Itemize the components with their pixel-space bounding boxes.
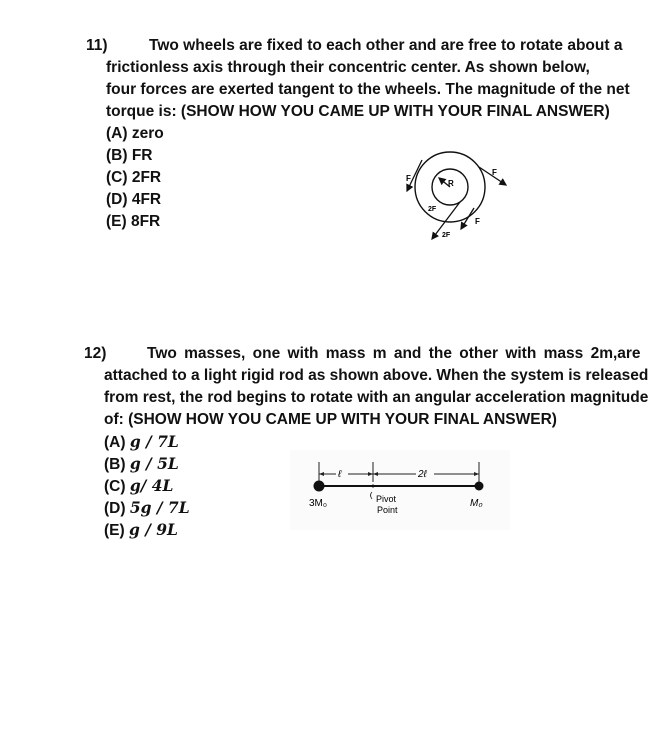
question-text-line: frictionless axis through their concentric center. As shown below, (106, 59, 590, 76)
answer-option: (D) 5g / 7L (104, 498, 190, 517)
question-text-line: Two masses, one with mass m and the other with mass 2m,are (147, 345, 641, 362)
answer-option: (A) g / 7L (104, 432, 179, 451)
force-label: F (406, 174, 411, 183)
length-label-left: ℓ (338, 469, 342, 480)
question-text-line: attached to a light rigid rod as shown above. When the system is released (104, 367, 649, 384)
radius-label: R (448, 179, 454, 188)
force-label: F (475, 217, 480, 226)
rod-diagram (280, 440, 520, 540)
answer-option: (B) FR (106, 147, 153, 164)
answer-option: (D) 4FR (106, 191, 162, 208)
answer-option: (A) zero (106, 125, 164, 142)
question-number: 12) (84, 345, 107, 362)
answer-option: (C) 2FR (106, 169, 162, 186)
pivot-label: Point (377, 505, 398, 515)
force-label: 2F (428, 206, 437, 213)
answer-option: (B) g / 5L (104, 454, 179, 473)
mass-label-right: M₀ (470, 498, 483, 509)
pivot-label: Pivot (376, 494, 397, 504)
mass-label-left: 3M₀ (309, 498, 328, 509)
question-number: 11) (86, 37, 108, 54)
force-label: F (492, 168, 497, 177)
question-text-line: four forces are exerted tangent to the wheels. The magnitude of the net (106, 81, 630, 98)
question-text-line: torque is: (SHOW HOW YOU CAME UP WITH YOUR FINAL ANSWER) (106, 103, 610, 120)
length-label-right: 2ℓ (418, 469, 427, 480)
question-text-line: Two wheels are fixed to each other and are free to rotate about a (149, 37, 623, 54)
answer-option: (E) g / 9L (104, 520, 178, 539)
answer-option: (C) g/ 4L (104, 476, 174, 495)
force-label: 2F (442, 232, 451, 239)
answer-option: (E) 8FR (106, 213, 161, 230)
wheels-diagram (380, 140, 540, 250)
question-text-line: from rest, the rod begins to rotate with an angular acceleration magnitude (104, 389, 649, 406)
question-text-line: of: (SHOW HOW YOU CAME UP WITH YOUR FINAL ANSWER) (104, 411, 557, 428)
